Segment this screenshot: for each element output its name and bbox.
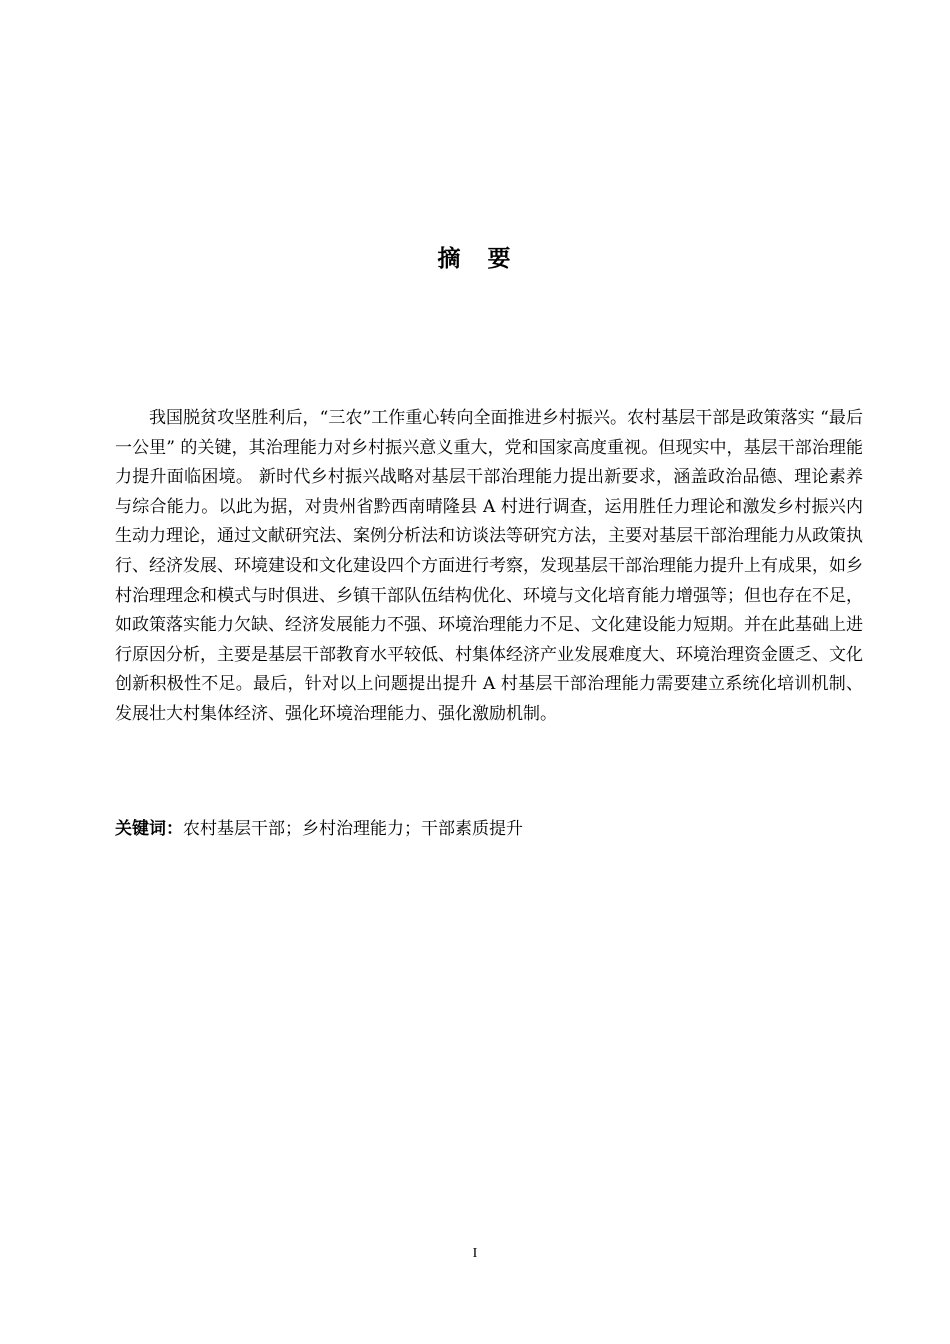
keywords-value: 农村基层干部；乡村治理能力；干部素质提升: [183, 819, 523, 839]
keywords-label: 关键词：: [115, 819, 183, 839]
abstract-title: 摘 要: [437, 246, 513, 272]
page-number: I: [472, 1246, 478, 1261]
abstract-paragraph: 我国脱贫攻坚胜利后，“三农”工作重心转向全面推进乡村振兴。农村基层干部是政策落实 “最后一公里” 的关键，其治理能力对乡村振兴意义重大，党和国家高度重视。但现实中，基层干部治理能力提升面临困境。 新时代乡村振兴战略对基层干部治理能力提出新要求，涵盖政治品德、理论素养与综合能力。以此为据，对贵州省黔西南晴隆县 A 村进行调查，运用胜任力理论和激发乡村振兴内生动力理论，通过文献研究法、案例分析法和访谈法等研究方法，主要对基层干部治理能力从政策执行、经济发展、环境建设和文化建设四个方面进行考察，发现基层干部治理能力提升上有成果，如乡村治理理念和模式与时俱进、乡镇干部队伍结构优化、环境与文化培育能力增强等；但也存在不足，如政策落实能力欠缺、经济发展能力不强、环境治理能力不足、文化建设能力短期。并在此基础上进行原因分析，主要是基层干部教育水平较低、村集体经济产业发展难度大、环境治理资金匮乏、文化创新积极性不足。最后，针对以上问题提出提升 A 村基层干部治理能力需要建立系统化培训机制、发展壮大村集体经济、强化环境治理能力、强化激励机制。: [115, 408, 863, 724]
keywords-line: [115, 814, 863, 844]
